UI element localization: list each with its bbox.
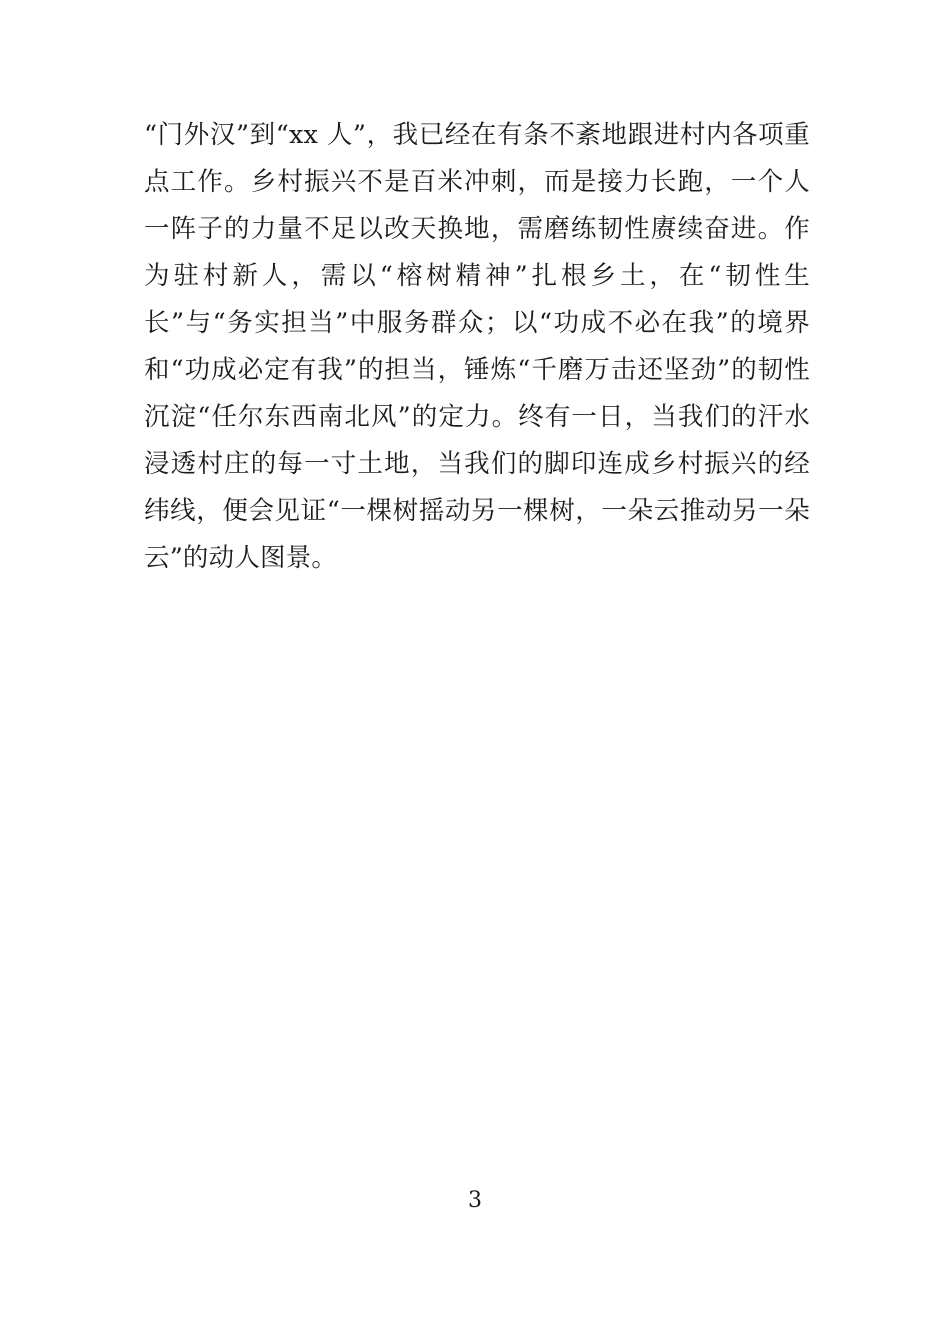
page-number: 3 bbox=[468, 1188, 482, 1213]
body-paragraph: “门外汉”到“xx 人”，我已经在有条不紊地跟进村内各项重点工作。乡村振兴不是百米冲刺，而是接力长跑，一个人一阵子的力量不足以改天换地，需磨练韧性赓续奋进。作为驻村新人，需以“榕树精神”扎根乡土，在“韧性生长”与“务实担当”中服务群众；以“功成不必在我”的境界和“功成必定有我”的担当，锤炼“千磨万击还坚劲”的韧性沉淀“任尔东西南北风”的定力。终有一日，当我们的汗水浸透村庄的每一寸土地，当我们的脚印连成乡村振兴的经纬线，便会见证“一棵树摇动另一棵树，一朵云推动另一朵云”的动人图景。 bbox=[144, 120, 810, 573]
